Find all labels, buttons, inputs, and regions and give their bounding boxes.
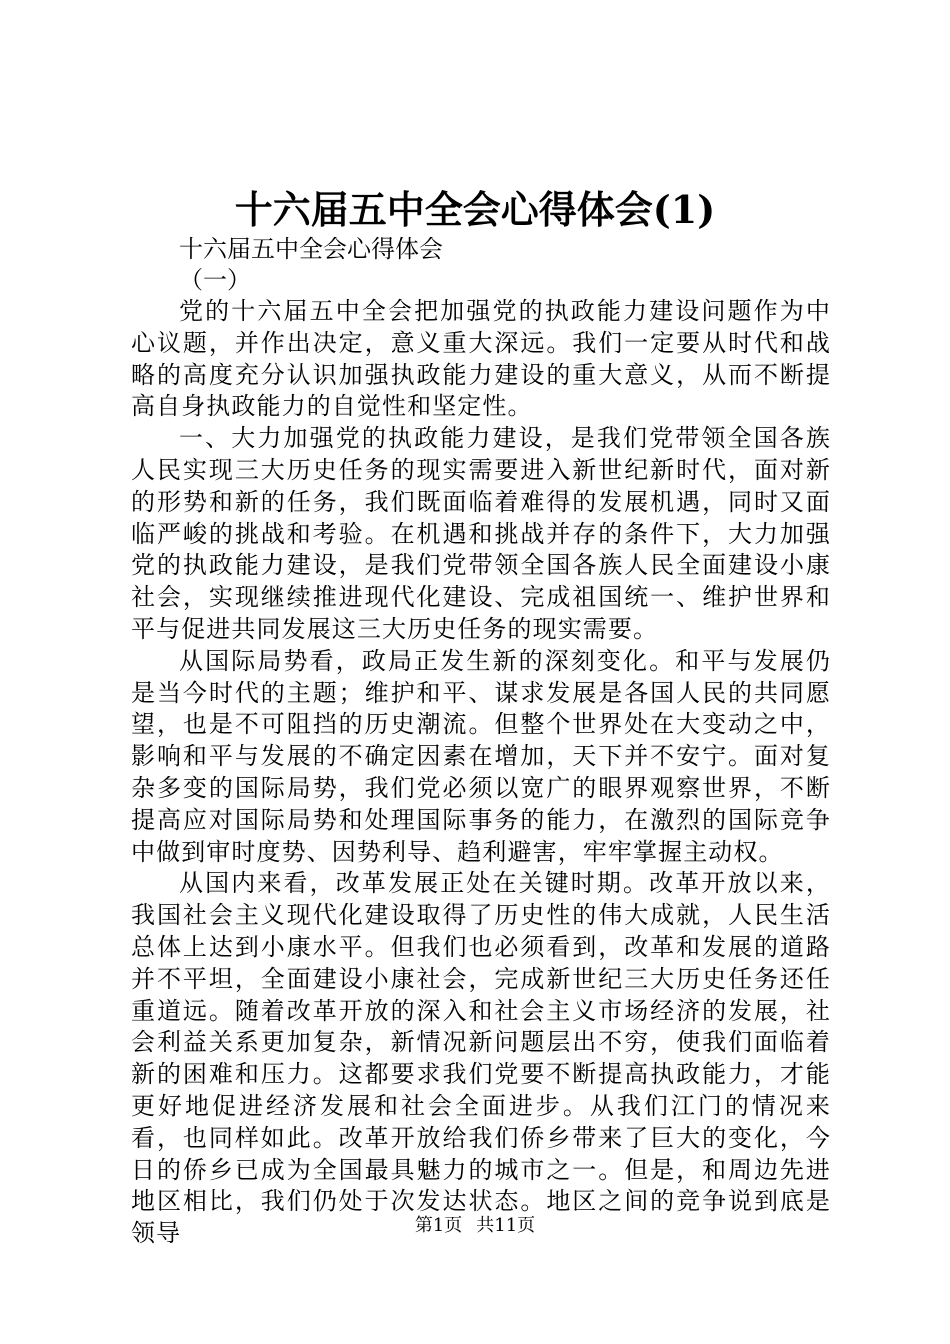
page-total: 共11页 <box>476 1215 536 1236</box>
page-footer <box>0 1213 950 1239</box>
paragraph: 党的十六届五中全会把加强党的执政能力建设问题作为中心议题，并作出决定，意义重大深远。我们一定要从时代和战略的高度充分认识加强执政能力建设的重大意义，从而不断提高自身执政能力的自觉性和坚定性。 <box>131 297 831 421</box>
document-body <box>131 234 831 1250</box>
document-title: 十六届五中全会心得体会(1) <box>234 187 716 232</box>
page-number: 第1页 <box>414 1215 463 1236</box>
paragraph: 从国内来看，改革发展正处在关键时期。改革开放以来，我国社会主义现代化建设取得了历史性的伟大成就，人民生活总体上达到小康水平。但我们也必须看到，改革和发展的道路并不平坦，全面建设小康社会，完成新世纪三大历史任务还任重道远。随着改革开放的深入和社会主义市场经济的发展，社会利益关系更加复杂，新情况新问题层出不穷，使我们面临着新的困难和压力。这都要求我们党要不断提高执政能力，才能更好地促进经济发展和社会全面进步。从我们江门的情况来看，也同样如此。改革开放给我们侨乡带来了巨大的变化，今日的侨乡已成为全国最具魅力的城市之一。但是，和周边先进地区相比，我们仍处于次发达状态。地区之间的竞争说到底是领导 <box>131 869 831 1248</box>
document-subtitle: 十六届五中全会心得体会 <box>179 235 443 263</box>
paragraph: 从国际局势看，政局正发生新的深刻变化。和平与发展仍是当今时代的主题；维护和平、谋求发展是各国人民的共同愿望，也是不可阻挡的历史潮流。但整个世界处在大变动之中，影响和平与发展的不确定因素在增加，天下并不安宁。面对复杂多变的国际局势，我们党必须以宽广的眼界观察世界，不断提高应对国际局势和处理国际事务的能力，在激烈的国际竞争中做到审时度势、因势利导、趋利避害，牢牢掌握主动权。 <box>131 646 831 866</box>
document-subtitle-part: （一） <box>179 266 251 294</box>
paragraph: 一、大力加强党的执政能力建设，是我们党带领全国各族人民实现三大历史任务的现实需要进入新世纪新时代，面对新的形势和新的任务，我们既面临着难得的发展机遇，同时又面临严峻的挑战和考验。在机遇和挑战并存的条件下，大力加强党的执政能力建设，是我们党带领全国各族人民全面建设小康社会，实现继续推进现代化建设、完成祖国统一、维护世界和平与促进共同发展这三大历史任务的现实需要。 <box>131 424 831 643</box>
